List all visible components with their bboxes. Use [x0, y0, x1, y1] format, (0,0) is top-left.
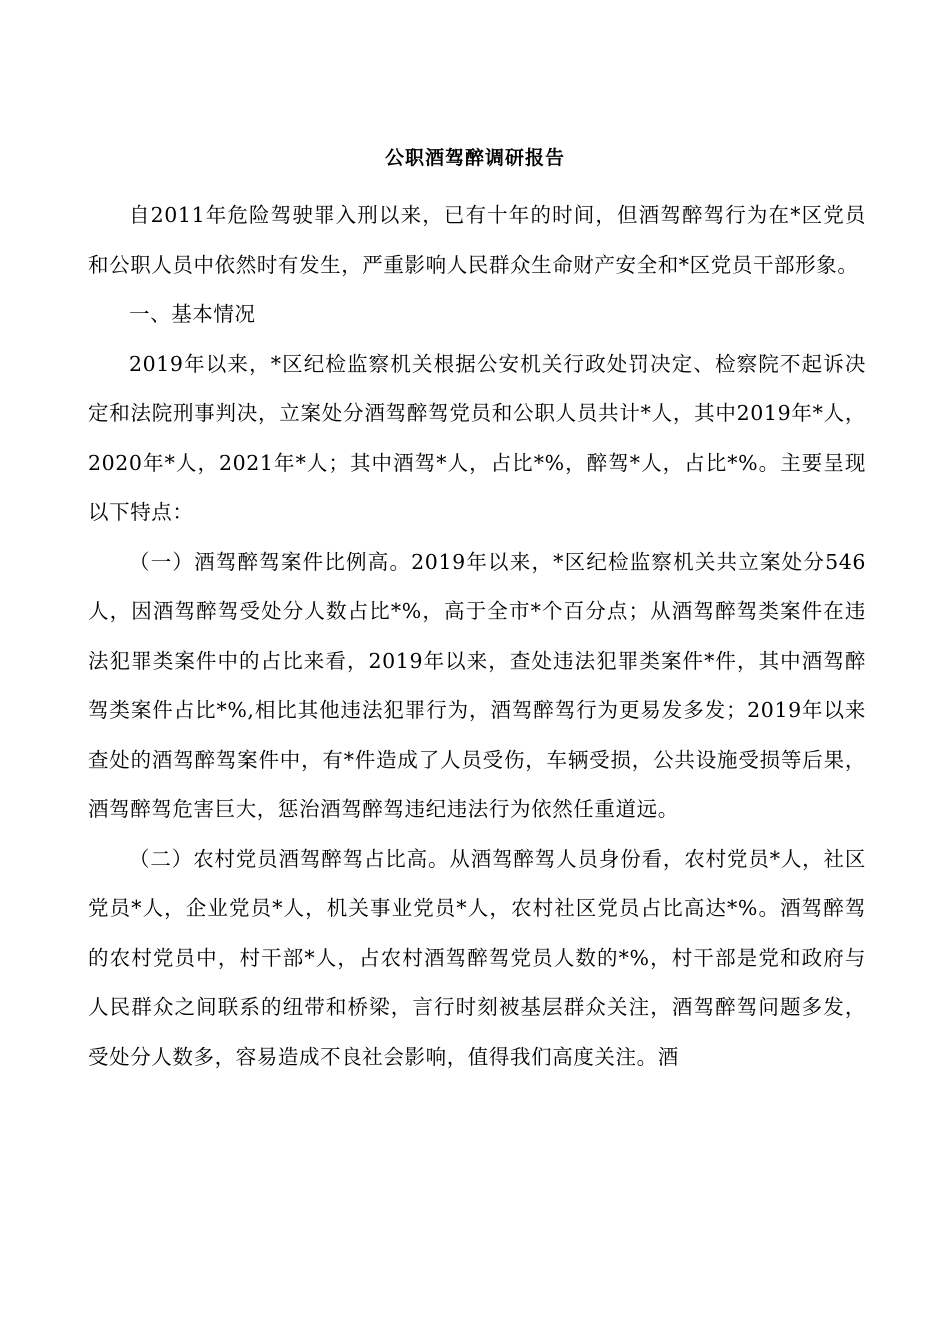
document-body: [88, 191, 866, 1082]
intro-paragraph: 自2011年危险驾驶罪入刑以来，已有十年的时间，但酒驾醉驾行为在*区党员和公职人员中依然时有发生，严重影响人民群众生命财产安全和*区党员干部形象。: [88, 203, 866, 277]
feature-one-paragraph: （一）酒驾醉驾案件比例高。2019年以来，*区纪检监察机关共立案处分546人，因酒驾醉驾受处分人数占比*%，高于全市*个百分点；从酒驾醉驾类案件在违法犯罪类案件中的占比来看，2019年以来，查处违法犯罪类案件*件，其中酒驾醉驾类案件占比*%,相比其他违法犯罪行为，酒驾醉驾行为更易发多发；2019年以来查处的酒驾醉驾案件中，有*件造成了人员受伤，车辆受损，公共设施受损等后果，酒驾醉驾危害巨大，惩治酒驾醉驾违纪违法行为依然任重道远。: [88, 549, 866, 821]
document-title: 公职酒驾醉调研报告: [384, 147, 565, 169]
overview-paragraph: 2019年以来，*区纪检监察机关根据公安机关行政处罚决定、检察院不起诉决定和法院刑事判决，立案处分酒驾醉驾党员和公职人员共计*人，其中2019年*人，2020年*人，2021年*人；其中酒驾*人，占比*%，醉驾*人，占比*%。主要呈现以下特点：: [88, 351, 866, 524]
feature-two-paragraph: （二）农村党员酒驾醉驾占比高。从酒驾醉驾人员身份看，农村党员*人，社区党员*人，企业党员*人，机关事业党员*人，农村社区党员占比高达*%。酒驾醉驾的农村党员中，村干部*人，占农村酒驾醉驾党员人数的*%，村干部是党和政府与人民群众之间联系的纽带和桥梁，言行时刻被基层群众关注，酒驾醉驾问题多发，受处分人数多，容易造成不良社会影响，值得我们高度关注。酒: [88, 846, 866, 1069]
section-heading-basic-situation: 一、基本情况: [129, 302, 256, 326]
